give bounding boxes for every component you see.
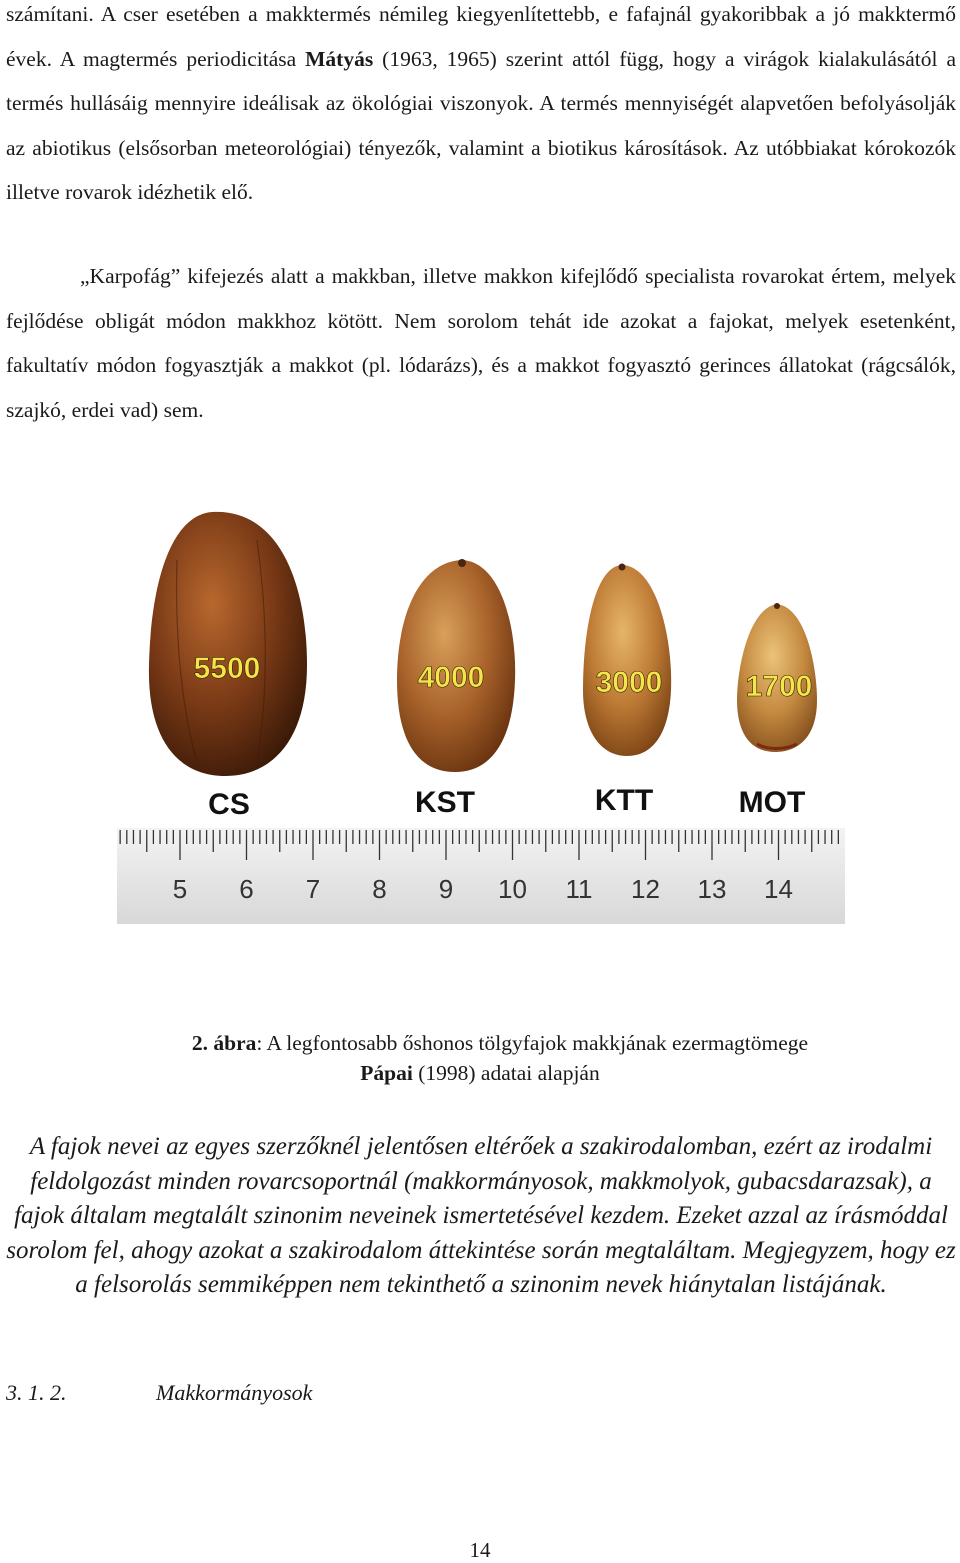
section-heading: [6, 1380, 312, 1406]
acorn-cs: [149, 512, 307, 776]
body-paragraph-1: számítani. A cser esetében a makktermés némileg kiegyenlítettebb, e fafajnál gyakoribbak a jó makktermő évek. A magtermés periodicitása Mátyás (1963, 1965) szerint attól függ, hogy a virágok kialakulásától a termés hullásáig mennyire ideálisak az ökológiai viszonyok. A termés mennyiségét alapvetően befolyásolják az abiotikus (elsősorban meteorológiai) tényezők, valamint a biotikus károsítások. Az utóbbiakat kórokozók illetve rovarok idézhetik elő.: [6, 2, 957, 204]
acorn-weight-mot: 1700: [745, 670, 813, 703]
section-number: 3. 1. 2.: [6, 1380, 67, 1405]
ruler-label: 8: [372, 874, 387, 904]
caption-author: Pápai: [360, 1061, 413, 1085]
ruler-label: 12: [631, 874, 660, 904]
ruler-label: 10: [498, 874, 527, 904]
acorn-weight-cs: 5500: [193, 652, 261, 685]
ruler-label: 5: [172, 874, 188, 904]
body-paragraph-2: „Karpofág” kifejezés alatt a makkban, illetve makkon kifejlődő specialista rovarokat értem, melyek fejlődése obligát módon makkhoz kötött. Nem sorolom tehát ide azokat a fajokat, melyek esetenként, fakultatív módon fogyasztják a makkot (pl. lódarázs), és a makkot fogyasztó gerinces állatokat (rágcsálók, szajkó, erdei vad) sem.: [6, 264, 956, 422]
ruler-label: 13: [697, 874, 727, 904]
author-name: Mátyás: [305, 46, 374, 71]
acorn-ktt: [583, 564, 671, 757]
acorn-weight-ktt: 3000: [595, 666, 663, 699]
figure-number: 2. ábra: [191, 1031, 257, 1055]
species-label-mot: MOT: [738, 786, 806, 819]
acorn-photo: [117, 500, 845, 928]
acorn-figure: [117, 500, 845, 928]
ruler-label: 7: [305, 874, 321, 904]
ruler-label: 11: [565, 874, 593, 904]
italic-paragraph: A fajok nevei az egyes szerzőknél jelentősen eltérőek a szakirodalomban, ezért az irodalmi feldolgozást minden rovarcsoportnál (makkormányosok, makkmolyok, gubacsdarazsak), a fajok általam megtalált szinonim neveinek ismertetésével kezdem. Ezeket azzal az írásmóddal sorolom fel, ahogy azokat a szakirodalom áttekintése során megtaláltam. Megjegyzem, hogy ez a felsorolás semmiképpen nem tekinthető a szinonim nevek hiánytalan listájának.: [6, 1133, 956, 1299]
species-label-ktt: KTT: [594, 784, 654, 817]
figure-caption: 2. ábra: A legfontosabb őshonos tölgyfajok makkjának ezermagtömege Pápai (1998) adatai alapján: [191, 1031, 809, 1085]
ruler-label: 14: [764, 874, 793, 904]
species-label-cs: CS: [208, 788, 250, 821]
section-title: Makkormányosok: [156, 1380, 313, 1405]
ruler-label: 9: [438, 874, 454, 904]
acorn-weight-kst: 4000: [417, 661, 485, 694]
ruler-label: 6: [239, 874, 254, 904]
page-number: 14: [469, 1538, 491, 1562]
species-label-kst: KST: [415, 786, 475, 819]
